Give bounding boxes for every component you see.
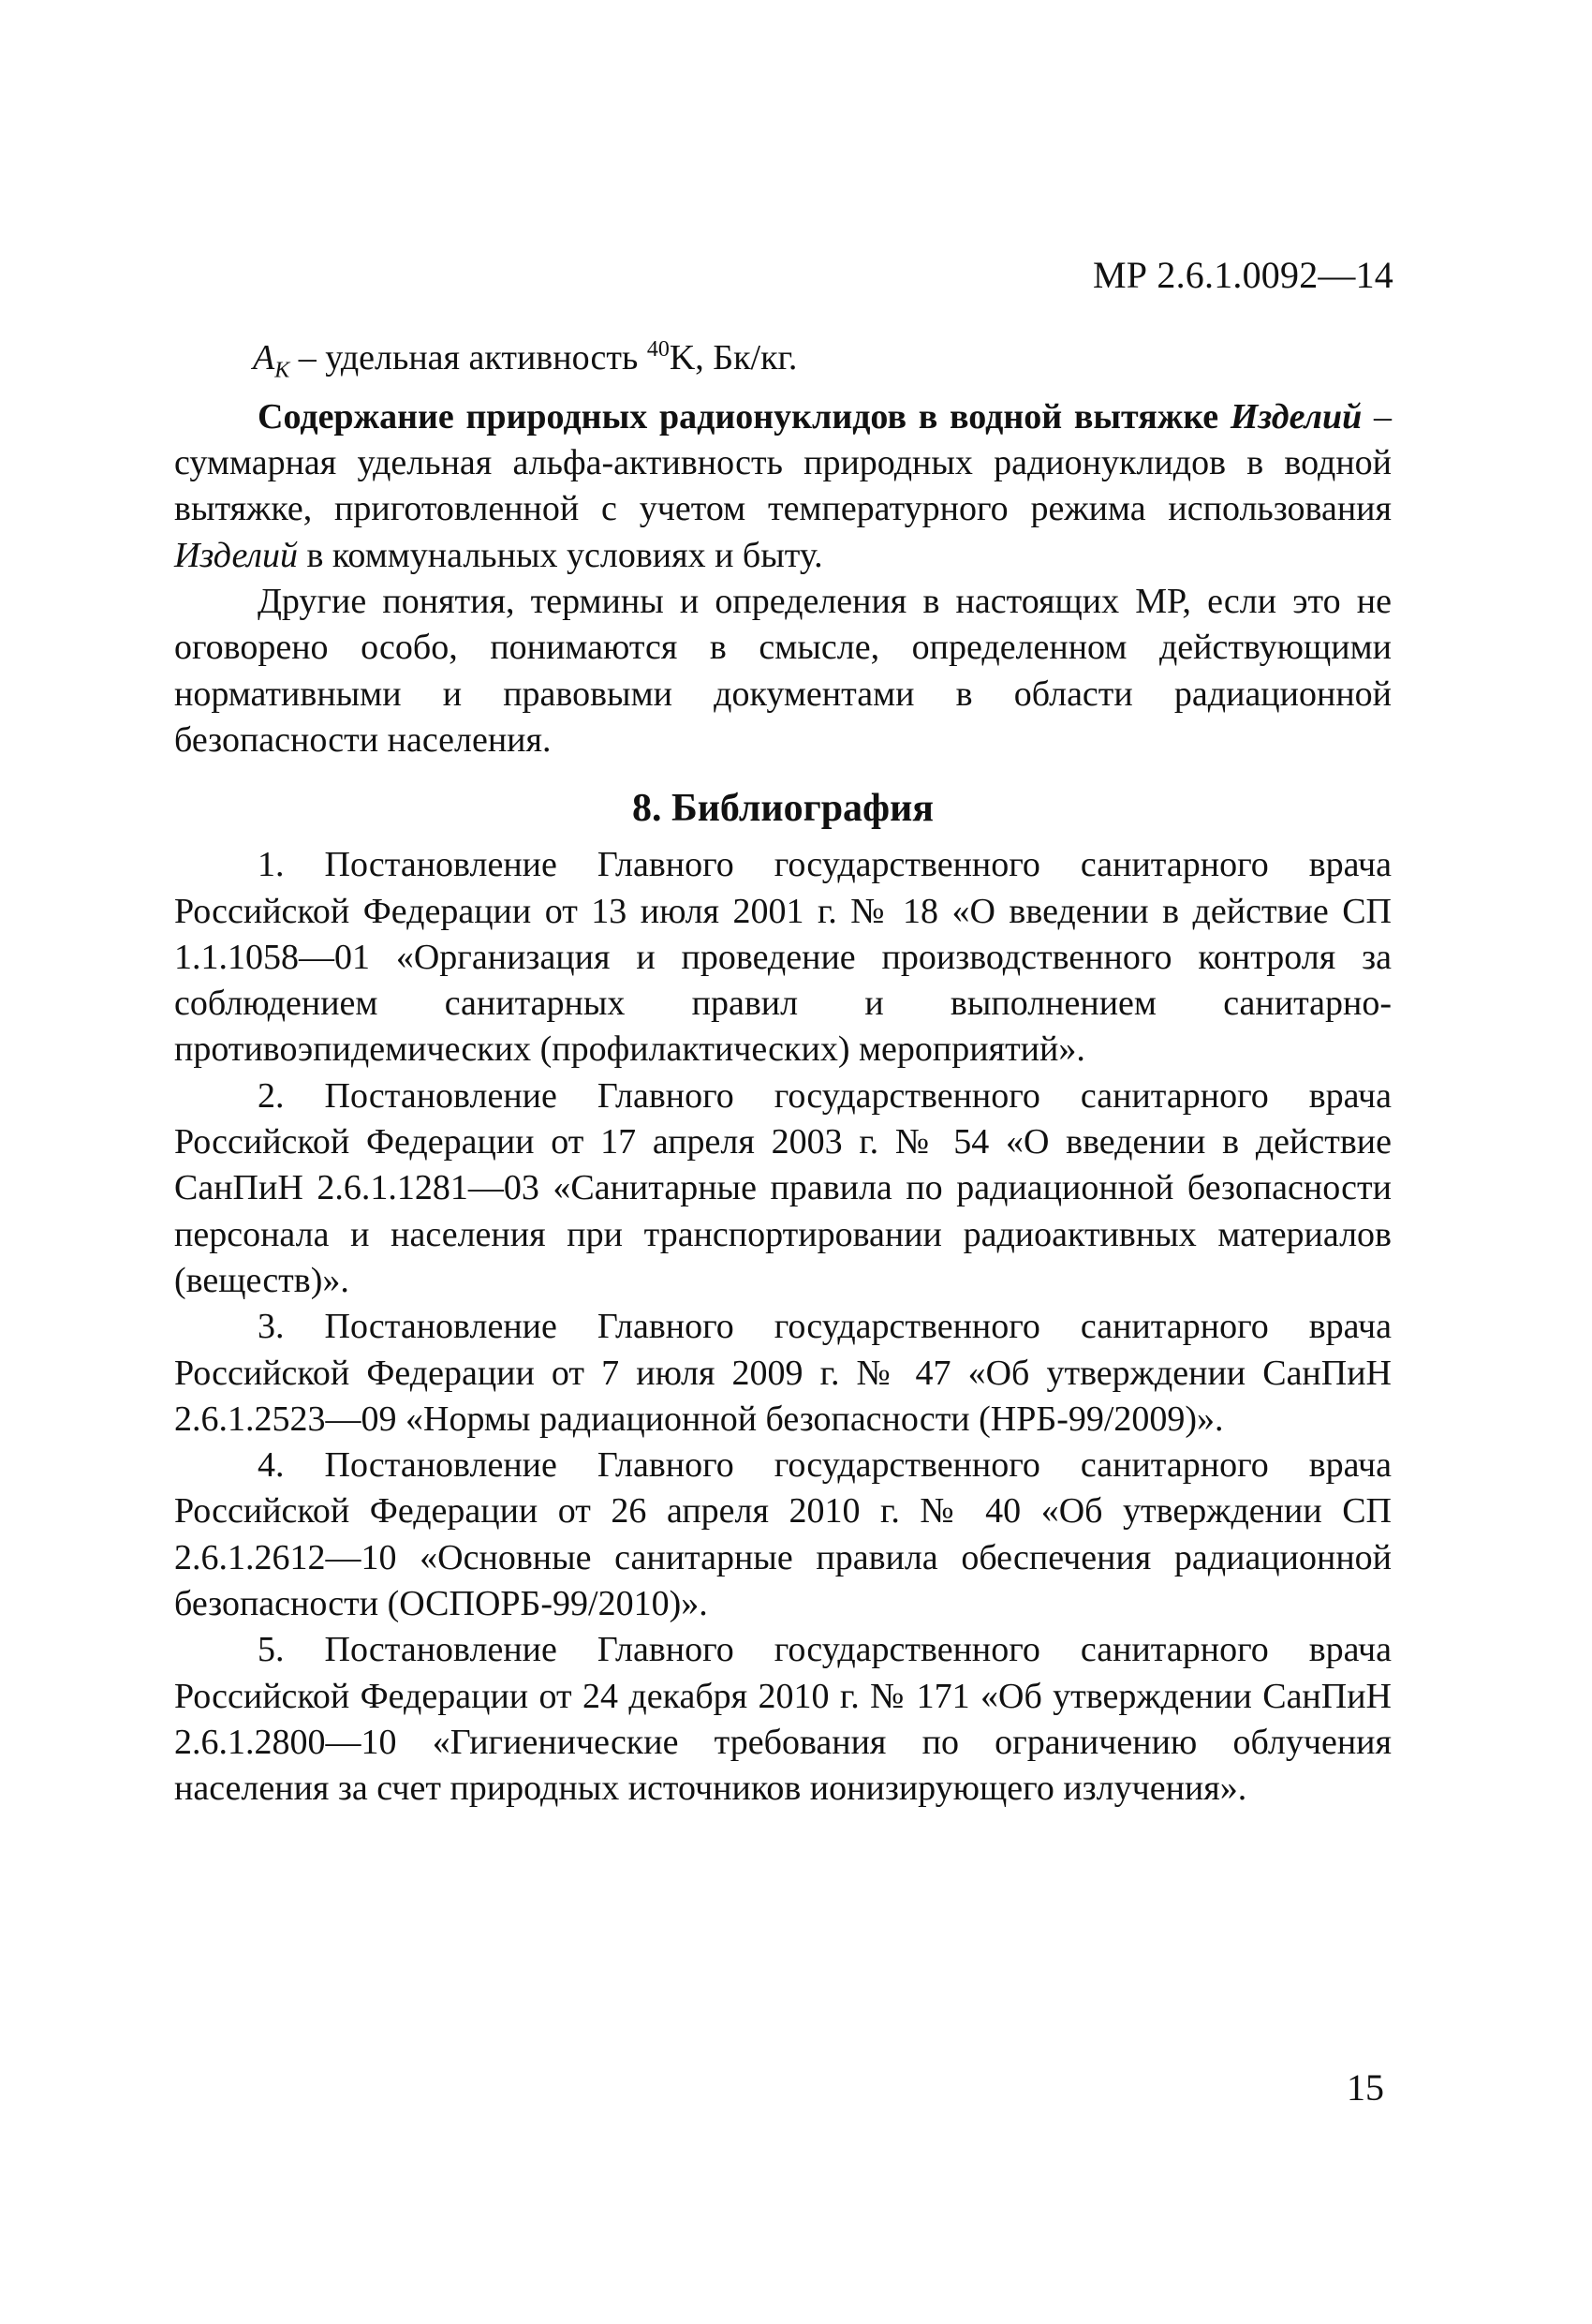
definition-other-terms: Другие понятия, термины и определения в настоящих МР, если это не оговорено особо, понимаются в смысле, определенном действующими нормативными и правовыми документами в области радиационной безопасности населения. [174, 582, 1392, 760]
bibliography-item-5: 5. Постановление Главного государственного санитарного врача Российской Федерации от 24 декабря 2010 г. № 171 «Об утверждении СанПиН 2.6.1.2800—10 «Гигиенические требования по ограничению облучения населения за счет природных источников ионизирующего излучения». [174, 1630, 1392, 1809]
definition-ak [174, 335, 1392, 394]
bibliography-item-1: 1. Постановление Главного государственного санитарного врача Российской Федерации от 13 июля 2001 г. № 18 «О введении в действие СП 1.1.1058—01 «Организация и проведение производственного контроля за соблюдением санитарных правил и выполнением санитарно-противоэпидемических (профилактических) мероприятий». [174, 845, 1392, 1070]
page-number: 15 [1347, 2066, 1384, 2109]
bibliography-item-2: 2. Постановление Главного государственного санитарного врача Российской Федерации от 17 апреля 2003 г. № 54 «О введении в действие СанПиН 2.6.1.1281—03 «Санитарные правила по радиационной безопасности персонала и населения при транспортировании радиоактивных материалов (веществ)». [174, 1075, 1392, 1300]
definition-water-extract [174, 394, 1392, 579]
ak-subscript: K [274, 358, 290, 383]
isotope-mass-number: 40 [646, 337, 670, 362]
body-text [174, 335, 1392, 1813]
document-code: МР 2.6.1.0092—14 [1092, 254, 1393, 296]
water-extract-definition-tail: в коммунальных условиях и быту. [297, 535, 823, 575]
water-extract-term: Содержание природных радионуклидов в водной вытяжке [258, 396, 1231, 437]
bibliography-heading: 8. Библиография [631, 787, 935, 831]
bibliography-item-3: 3. Постановление Главного государственного санитарного врача Российской Федерации от 7 июля 2009 г. № 47 «Об утверждении СанПиН 2.6.1.2523—09 «Нормы радиационной безопасности (НРБ-99/2009)». [174, 1307, 1392, 1439]
bibliography-item-4: 4. Постановление Главного государственного санитарного врача Российской Федерации от 26 апреля 2010 г. № 40 «Об утверждении СП 2.6.1.2612—10 «Основные санитарные правила обеспечения радиационной безопасности (ОСПОРБ-99/2010)». [174, 1445, 1392, 1624]
water-extract-term-italic: Изделий [1230, 396, 1363, 437]
water-extract-definition-italic: Изделий [174, 535, 298, 575]
ak-symbol: A [253, 338, 275, 377]
water-extract-definition: – суммарная удельная альфа-активность природных радионуклидов в водной вытяжке, приготовленной с учетом температурного режима использования [174, 396, 1393, 529]
ak-definition-text: – удельная активность [289, 338, 647, 377]
ak-definition-tail: K, Бк/кг. [669, 338, 798, 377]
